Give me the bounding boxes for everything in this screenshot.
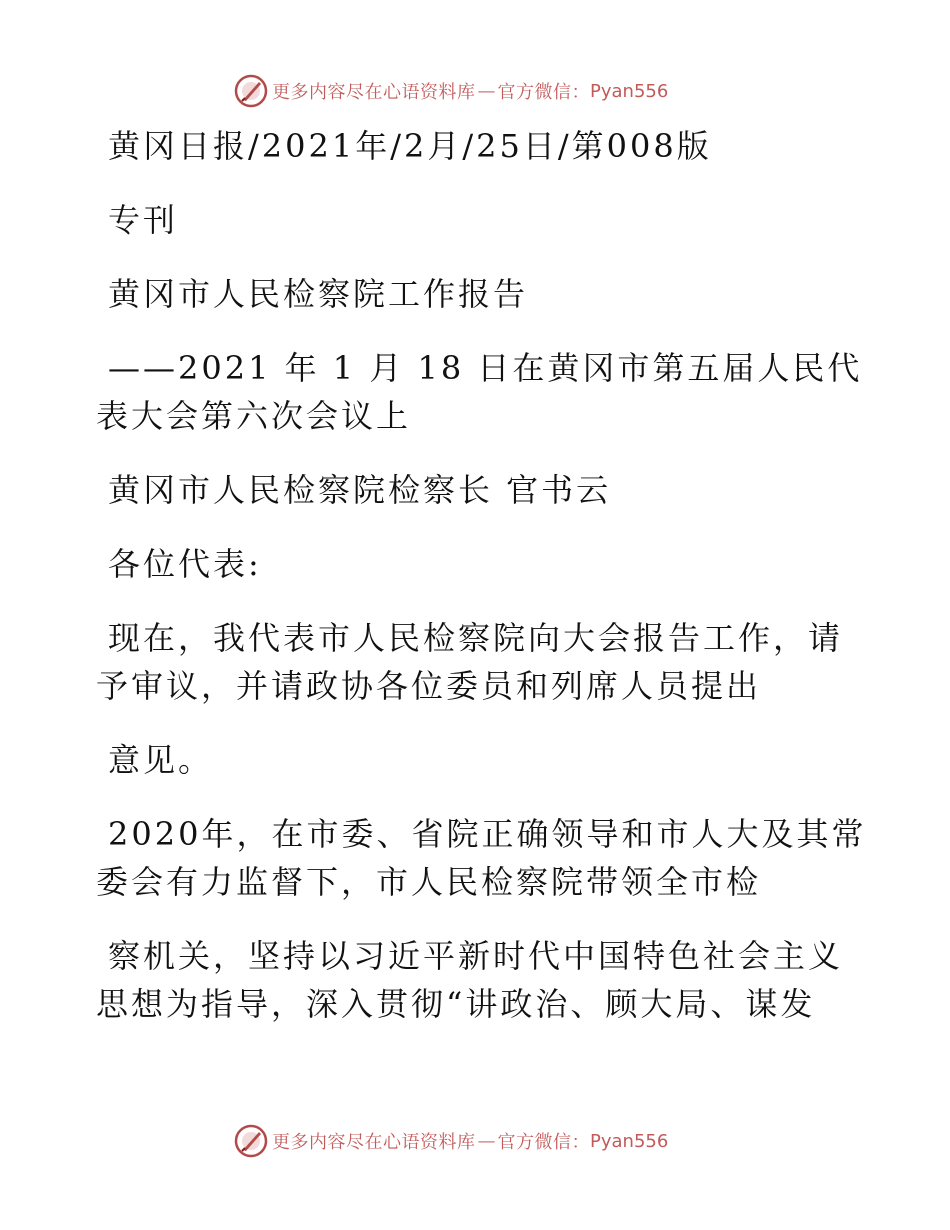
- watermark-text: 更多内容尽在心语资料库: [272, 82, 476, 103]
- author-line: 黄冈市人民检察院检察长 官书云: [108, 471, 612, 509]
- article-body: [96, 122, 867, 1028]
- paragraph-4-line-1: 察机关，坚持以习近平新时代中国特色社会主义: [108, 937, 844, 975]
- paragraph-2: 意见。: [108, 741, 214, 779]
- quill-logo-icon: [234, 74, 268, 108]
- paragraph-4-line-2: 思想为指导，深入贯彻“讲政治、顾大局、谋发: [96, 985, 816, 1023]
- column-name: 专刊: [108, 201, 179, 239]
- paragraph-1-line-1: 现在，我代表市人民检察院向大会报告工作，请: [108, 619, 844, 657]
- watermark-dash: —: [477, 80, 496, 102]
- watermark-header: [234, 74, 668, 108]
- article-title: 黄冈市人民检察院工作报告: [108, 275, 529, 313]
- watermark-dash: —: [477, 1130, 496, 1152]
- paragraph-1-line-2: 予审议，并请政协各位委员和列席人员提出: [96, 667, 762, 705]
- dateline: 黄冈日报/2021年/2月/25日/第008版: [108, 127, 712, 165]
- subtitle-line-2: 表大会第六次会议上: [96, 397, 412, 435]
- watermark-text: 更多内容尽在心语资料库: [272, 1132, 476, 1153]
- quill-logo-icon: [234, 1124, 268, 1158]
- subtitle-line-1: ——2021 年 1 月 18 日在黄冈市第五届人民代: [108, 349, 863, 387]
- paragraph-3-line-2: 委会有力监督下，市人民检察院带领全市检: [96, 863, 762, 901]
- watermark-wechat-id: Pyan556: [590, 80, 669, 102]
- watermark-footer: [234, 1124, 668, 1158]
- watermark-wechat-label: 官方微信：: [497, 82, 590, 103]
- salutation: 各位代表:: [108, 545, 262, 583]
- watermark-wechat-label: 官方微信：: [497, 1132, 590, 1153]
- watermark-wechat-id: Pyan556: [590, 1130, 669, 1152]
- paragraph-3-line-1: 2020年，在市委、省院正确领导和市人大及其常: [108, 815, 867, 853]
